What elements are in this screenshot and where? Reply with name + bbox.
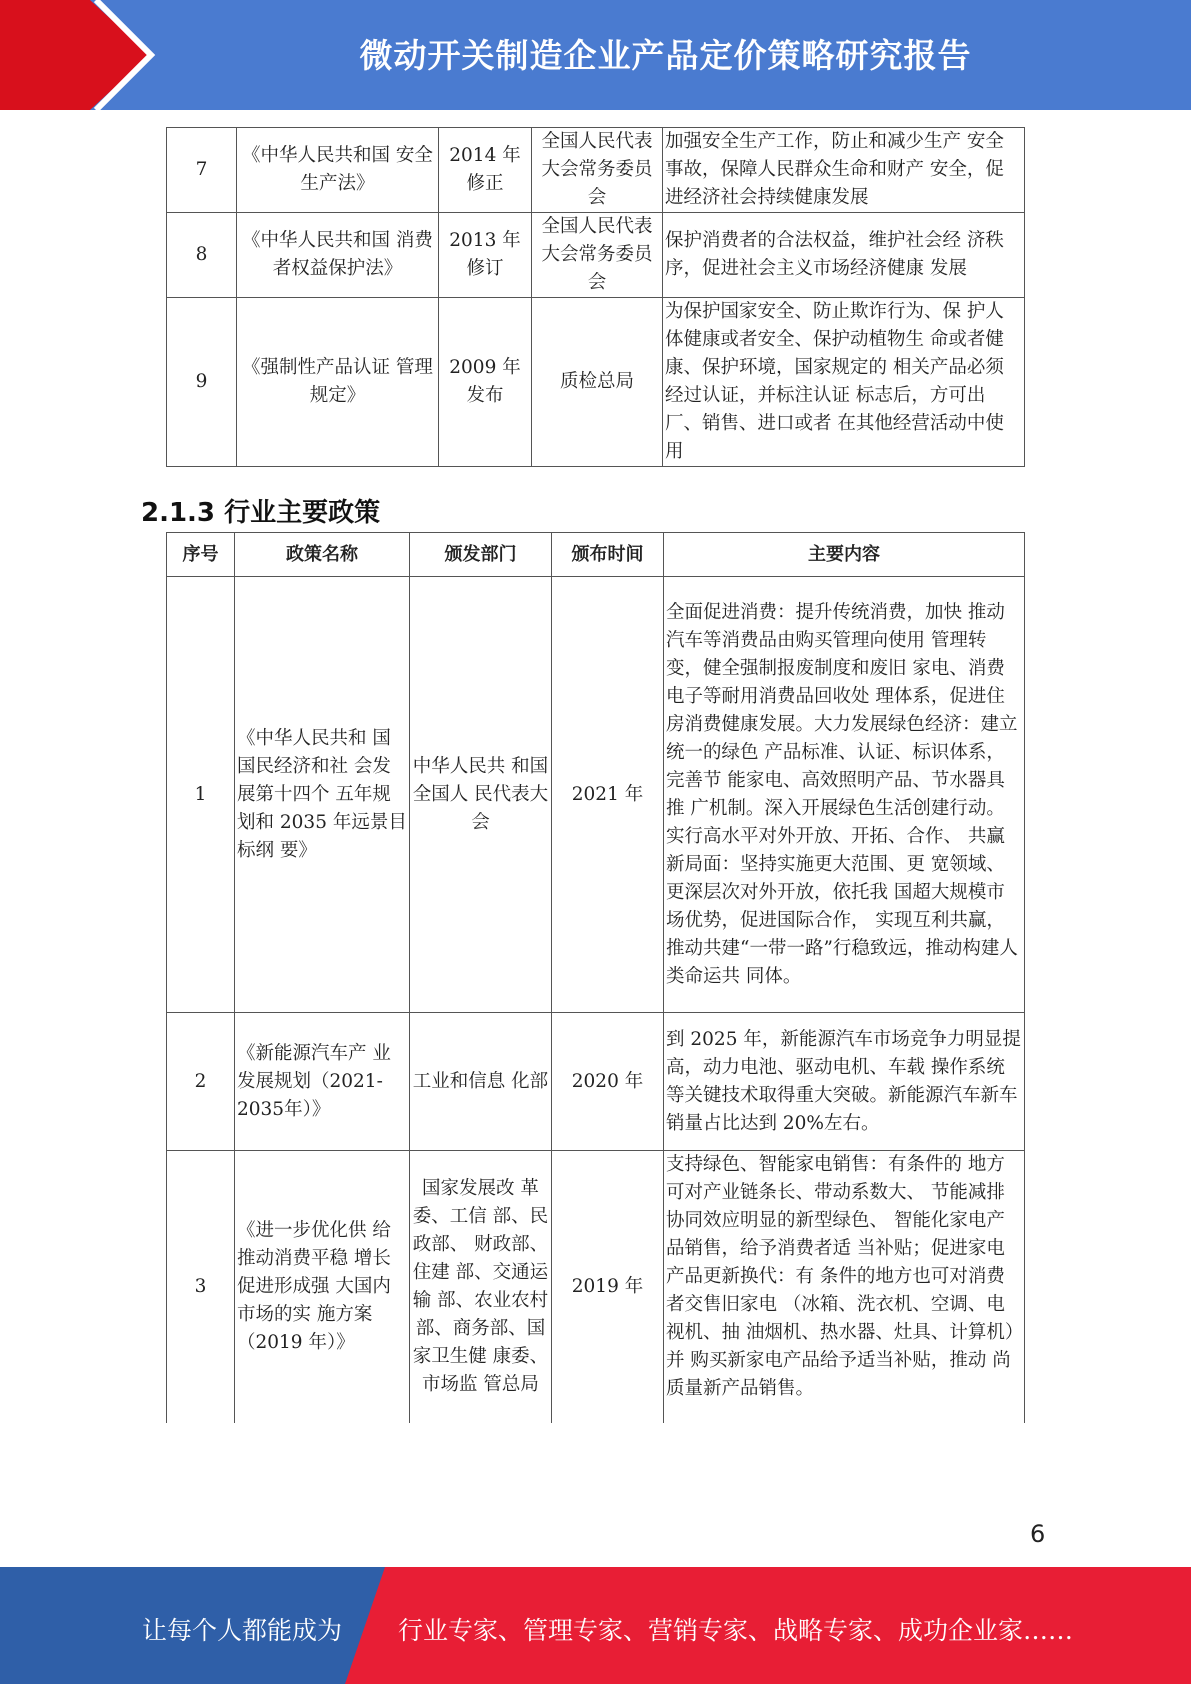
col-header-policy-name: 政策名称 — [235, 533, 410, 577]
row-number: 8 — [167, 213, 237, 298]
law-year: 2013 年修订 — [439, 213, 532, 298]
row-number: 1 — [167, 577, 235, 1013]
policy-content: 支持绿色、智能家电销售：有条件的 地方可对产业链条长、带动系数大、 节能减排协同效应明显的新型绿色、 智能化家电产品销售，给予消费者适 当补贴；促进家电产品更新换代：有 条件的地方也可对消费者交售旧家电 （冰箱、洗衣机、空调、电视机、抽 油烟机、热水器、灶具、计算机）并 购买新家电产品给予适当补贴，推动 尚质量新产品销售。 — [664, 1151, 1025, 1423]
report-title: 微动开关制造企业产品定价策略研究报告 — [359, 36, 972, 75]
law-name: 《中华人民共和国 消费者权益保护法》 — [237, 213, 439, 298]
row-number: 2 — [167, 1013, 235, 1151]
law-dept: 全国人民代表大会常务委员会 — [532, 128, 663, 213]
table-row — [167, 1013, 1025, 1151]
policy-dept: 工业和信息 化部 — [410, 1013, 552, 1151]
footer-slogan-left: 让每个人都能成为 — [142, 1616, 343, 1645]
policy-name: 《中华人民共和 国国民经济和社 会发展第十四个 五年规划和 2035 年远景目标纲 要》 — [235, 577, 410, 1013]
table-row — [167, 577, 1025, 1013]
table-row — [167, 213, 1025, 298]
policy-dept: 国家发展改 革委、工信 部、民政部、 财政部、住建 部、交通运输 部、农业农村 部、商务部、国家卫生健 康委、市场监 管总局 — [410, 1151, 552, 1423]
policy-table — [166, 532, 1025, 1423]
col-header-number: 序号 — [167, 533, 235, 577]
policy-year: 2021 年 — [552, 577, 664, 1013]
policy-name: 《进一步优化供 给推动消费平稳 增长促进形成强 大国内市场的实 施方案（2019 年）》 — [235, 1151, 410, 1423]
policy-year: 2019 年 — [552, 1151, 664, 1423]
law-name: 《中华人民共和国 安全生产法》 — [237, 128, 439, 213]
col-header-content: 主要内容 — [664, 533, 1025, 577]
footer-slogan-right: 行业专家、管理专家、营销专家、战略专家、成功企业家…… — [398, 1616, 1074, 1645]
page-number: 6 — [1030, 1520, 1046, 1548]
col-header-department: 颁发部门 — [410, 533, 552, 577]
row-number: 9 — [167, 298, 237, 467]
law-content: 加强安全生产工作，防止和减少生产 安全事故，保障人民群众生命和财产 安全，促进经济社会持续健康发展 — [663, 128, 1025, 213]
law-content: 保护消费者的合法权益，维护社会经 济秩序，促进社会主义市场经济健康 发展 — [663, 213, 1025, 298]
footer-banner — [0, 1567, 1191, 1684]
policy-content: 全面促进消费：提升传统消费，加快 推动汽车等消费品由购买管理向使用 管理转变，健全强制报废制度和废旧 家电、消费电子等耐用消费品回收处 理体系，促进住房消费健康发展。大力发展绿色经济：建立统一的绿色 产品标准、认证、标识体系，完善节 能家电、高效照明产品、节水器具推 广机制。深入开展绿色生活创建行动。 实行高水平对外开放、开拓、合作、 共赢新局面：坚持实施更大范围、更 宽领域、更深层次对外开放，依托我 国超大规模市场优势，促进国际合作， 实现互利共赢，推动共建“一带一路”行稳致远，推动构建人类命运共 同体。 — [664, 577, 1025, 1013]
laws-table — [166, 127, 1025, 467]
table-row — [167, 1151, 1025, 1423]
law-year: 2014 年修正 — [439, 128, 532, 213]
table-row — [167, 298, 1025, 467]
col-header-date: 颁布时间 — [552, 533, 664, 577]
law-dept: 全国人民代表大会常务委员会 — [532, 213, 663, 298]
header-banner — [0, 0, 1191, 110]
law-name: 《强制性产品认证 管理规定》 — [237, 298, 439, 467]
law-dept: 质检总局 — [532, 298, 663, 467]
table-row — [167, 128, 1025, 213]
table-header-row — [167, 533, 1025, 577]
policy-dept: 中华人民共 和国全国人 民代表大会 — [410, 577, 552, 1013]
section-heading: 2.1.3 行业主要政策 — [141, 498, 381, 528]
law-year: 2009 年发布 — [439, 298, 532, 467]
policy-year: 2020 年 — [552, 1013, 664, 1151]
policy-name: 《新能源汽车产 业发展规划（2021-2035年）》 — [235, 1013, 410, 1151]
policy-content: 到 2025 年，新能源汽车市场竞争力明显提高，动力电池、驱动电机、车载 操作系统等关键技术取得重大突破。新能源汽车新车销量占比达到 20%左右。 — [664, 1013, 1025, 1151]
row-number: 7 — [167, 128, 237, 213]
law-content: 为保护国家安全、防止欺诈行为、保 护人体健康或者安全、保护动植物生 命或者健康、保护环境，国家规定的 相关产品必须经过认证，并标注认证 标志后，方可出厂、销售、进口或者 在其他经营活动中使用 — [663, 298, 1025, 467]
row-number: 3 — [167, 1151, 235, 1423]
